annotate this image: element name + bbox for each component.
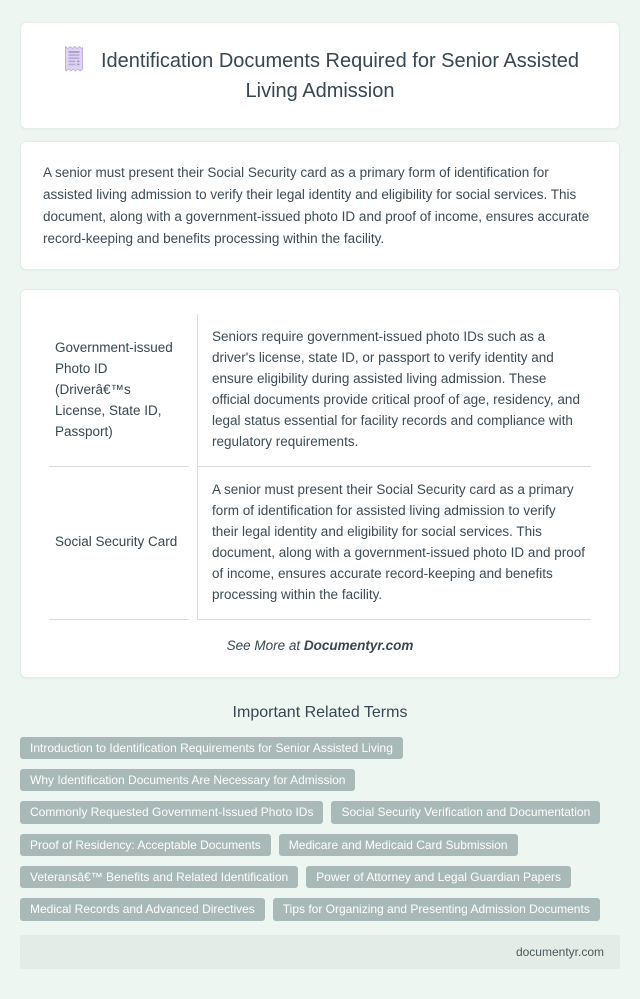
related-term-tag[interactable]: Tips for Organizing and Presenting Admission Documents xyxy=(273,898,600,920)
related-term-tag[interactable]: Social Security Verification and Documentation xyxy=(331,801,600,823)
related-term-tag[interactable]: Medical Records and Advanced Directives xyxy=(20,898,265,920)
document-description: A senior must present their Social Security card as a primary form of identification for assisted living admission to verify their legal identity and eligibility for social services. This document, along with a government-issued photo ID and proof of income, ensures accurate record-keeping and benefits processing within the facility. xyxy=(197,467,591,620)
summary-card xyxy=(20,141,620,270)
related-term-tag[interactable]: Power of Attorney and Legal Guardian Papers xyxy=(306,866,571,888)
page-title xyxy=(49,45,591,106)
receipt-icon xyxy=(61,45,87,73)
document-description: Seniors require government-issued photo IDs such as a driver's license, state ID, or passport to verify identity and ensure eligibility during assisted living admission. These official documents provide critical proof of age, residency, and legal status essential for facility records and compliance with regulatory requirements. xyxy=(197,314,591,467)
related-term-tag[interactable]: Proof of Residency: Acceptable Documents xyxy=(20,834,271,856)
related-term-tag[interactable]: Introduction to Identification Requirements for Senior Assisted Living xyxy=(20,737,403,759)
footer-site-link[interactable]: documentyr.com xyxy=(515,944,604,959)
related-term-tag[interactable]: Why Identification Documents Are Necessary for Admission xyxy=(20,769,355,791)
summary-text: A senior must present their Social Security card as a primary form of identification for assisted living admission to verify their legal identity and eligibility for social services. This document, along with a government-issued photo ID and proof of income, ensures accurate record-keeping and benefits processing within the facility. xyxy=(43,165,590,246)
related-term-tag[interactable]: Veteransâ€™ Benefits and Related Identification xyxy=(20,866,298,888)
related-term-tag[interactable]: Medicare and Medicaid Card Submission xyxy=(279,834,518,856)
document-term: Government-issued Photo ID (Driverâ€™s License, State ID, Passport) xyxy=(49,314,189,467)
see-more-note xyxy=(41,638,599,653)
see-more-brand: Documentyr.com xyxy=(303,637,414,653)
table-row xyxy=(49,467,591,620)
table-row xyxy=(49,314,591,467)
footer xyxy=(20,935,620,969)
page-title-text: Identification Documents Required for Senior Assisted Living Admission xyxy=(100,50,580,102)
documents-card xyxy=(20,289,620,677)
related-term-tag[interactable]: Commonly Requested Government-Issued Photo IDs xyxy=(20,801,323,823)
documents-table xyxy=(41,314,599,619)
related-terms-list xyxy=(20,737,620,921)
see-more-prefix: See More at xyxy=(226,637,304,653)
header-card xyxy=(20,22,620,129)
related-terms-heading: Important Related Terms xyxy=(232,703,408,721)
document-term: Social Security Card xyxy=(49,467,189,620)
